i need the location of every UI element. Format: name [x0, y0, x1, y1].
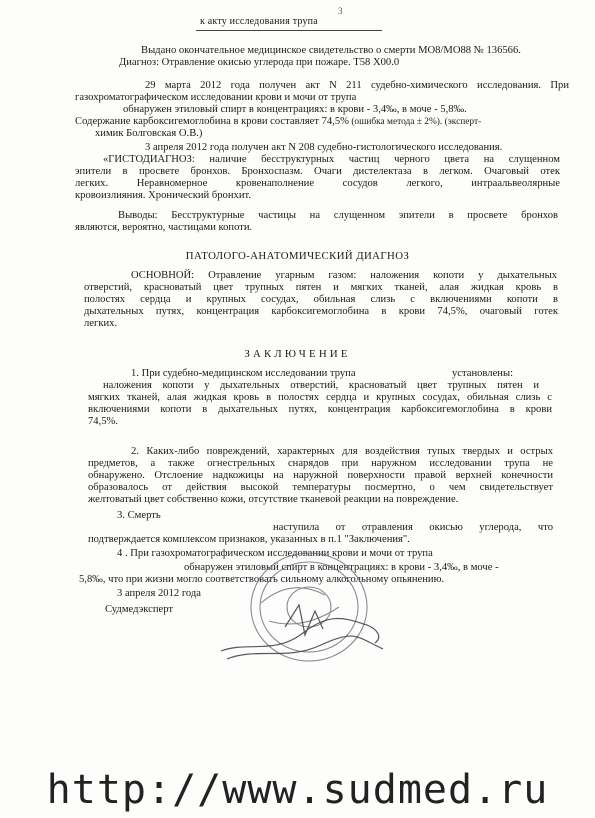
- official-seal-stamp-icon: [217, 547, 387, 669]
- document-header: к акту исследования трупа: [200, 16, 318, 27]
- header-underline: [196, 30, 382, 31]
- pathological-diagnosis-title: ПАТОЛОГО-АНАТОМИЧЕСКИЙ ДИАГНОЗ: [185, 250, 410, 262]
- conclusion-title: ЗАКЛЮЧЕНИЕ: [244, 348, 351, 360]
- document-page: 3 к акту исследования трупа Выдано окончательное медицинское свидетельство о смерти МО8/МО88 № 136566. Диагноз: Отравление окисью углерода при пожаре. Т58 Х00.0 29 марта 2012 года получен акт N 211 судебно-химического исследования. При газохроматографическом исследовании крови и мочи от трупа обнаружен этиловый спирт в концентрациях: в крови - 3,4‰, в моче - 5,8‰. Содержание карбоксигемоглобина в крови составляет 74,5% (ошибка метода ± 2%). (эксперт- химик Болговская О.В.) 3 апреля 2012 года получен акт N 208 судебно-гистологического исследования. «ГИСТОДИАГНОЗ: наличие бесструктурных частиц черного цвета на слущенном эпители в просвете бронхов. Бронхоспазм. Очаги дистелектаза в легком. Очаговый отек легких. Неравномерное кровенаполнение сосудов легкого, интраальвеолярные кровоизлияния. Хронический бронхит. Выводы: Бесструктурные частицы на слущенном эпители в просвете бронхов являются, вероятно, частицами копоти. ПАТОЛОГО-АНАТОМИЧЕСКИЙ ДИАГНОЗ ОСНОВНОЙ: Отравление угарным газом: наложения копоти у дыхательных отверстий, красноватый цвет трупных пятен и мягких тканей, алая жидкая кровь в полостях сердца и крупных сосудах, обильная слизь с включениями копоти в дыхательных путях, концентрация карбоксигемоглобина в крови 74,5%, очаговый готек легких. ЗАКЛЮЧЕНИЕ 1. При судебно-медицинском исследовании трупа установлены: наложения копоти у дыхательных отверстий, красноватый цвет трупных пятен и мягких тканей, алая жидкая кровь в полостях сердца и крупных сосудах, обильная слизь с включениями копоти в дыхательных путях, концентрация карбоксигемоглобина в крови 74,5%. 2. Каких-либо повреждений, характерных для воздействия тупых твердых и острых предметов, а также огнестрельных снарядов при наружном исследовании трупа не обнаружено. Отслоение надкожицы на наружной поверхности правой верхней конечности образовалось от действия высокой температуры посмертно, о чем свидетельствует желтоватый цвет собственно кожи, отсутствие тканевой реакции на повреждение. 3. Смерть наступила от отравления окисью углерода, что подтверждается комплексом признаков, указанных в п.1 "Заключения". 4 . При газохроматографическом исследовании крови и мочи от трупа обнаружен этиловый спирт в концентрациях: в крови - 3,4‰, в моче - 5,8‰, что при жизни могло соответствовать сильному алкогольному опьянению. 3 апреля 2012 года Судмедэксперт http://www.sudmed.ru: [0, 0, 595, 818]
- document-date: 3 апреля 2012 года: [117, 588, 201, 599]
- page-number-mark: 3: [338, 6, 343, 16]
- website-watermark: http://www.sudmed.ru: [46, 767, 549, 813]
- certificate-line: Выдано окончательное медицинское свидетельство о смерти МО8/МО88 № 136566.: [141, 45, 521, 56]
- diagnosis-line: Диагноз: Отравление окисью углерода при пожаре. Т58 Х00.0: [119, 57, 400, 68]
- expert-signature-label: Судмедэксперт: [105, 604, 174, 615]
